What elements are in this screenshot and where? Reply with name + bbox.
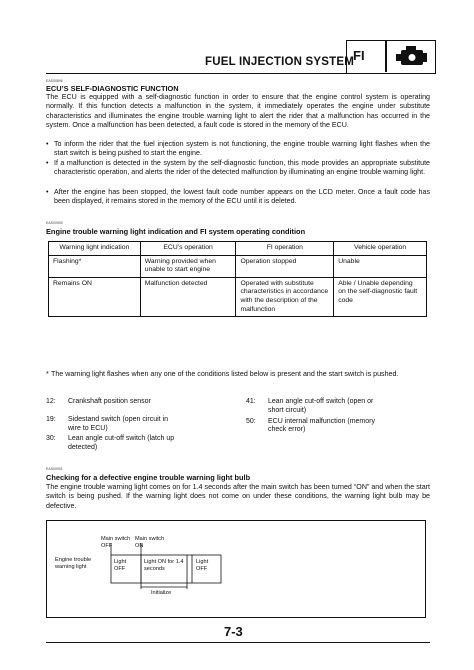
header-tab-label: FI [353, 48, 365, 63]
table-cell: Flashing* [49, 255, 141, 277]
footer-rule [46, 642, 430, 643]
list-item [46, 435, 216, 453]
fault-code-number: 19: [46, 415, 56, 423]
table-header-cell: ECU’s operation [140, 242, 236, 256]
table-header-cell: Warning light indication [49, 242, 141, 256]
bullet-item: • If a malfunction is detected in the system by the self-diagnostic function, this mode provides an appropriate substitute characteristic operation, and alerts the rider of the detected malfunction by illuminating an engine trouble warning light. [46, 159, 430, 177]
section-heading: Engine trouble warning light indication and FI system operating condition [46, 227, 306, 236]
warning-light-timing-diagram [46, 520, 426, 618]
header-tab-box [346, 40, 436, 74]
light-on-label: Light ON for 1.4 seconds [144, 559, 184, 572]
fault-code-number: 12: [46, 398, 56, 405]
fault-code-label: Lean angle cut-off switch (open or short circuit) [268, 398, 374, 414]
main-switch-off-label: Main switch OFF [101, 536, 131, 549]
page-header-title: FUEL INJECTION SYSTEM [205, 56, 355, 68]
fault-code-list-right [246, 398, 386, 437]
table-header-row [49, 242, 427, 256]
initialize-label: Initialize [151, 590, 172, 596]
fault-code-label: ECU internal malfunction (memory check error) [268, 417, 375, 434]
table-row [49, 255, 427, 277]
list-item [246, 398, 386, 416]
page-number: 7-3 [224, 624, 243, 639]
table-footnote: * The warning light flashes when any one of the conditions listed below is present and the start switch is pushed. [46, 370, 430, 379]
section-code: EAS00896 [46, 79, 63, 83]
list-item [46, 416, 216, 434]
section-intro: The ECU is equipped with a self-diagnostic function in order to ensure that the engine control system is operating normally. If this function detects a malfunction in the system, it immediately operates the engine under substitute characteristics and illuminates the engine trouble warning light to alert the rider that a malfunction has occurred in the system. Once a malfunction has been detected, a fault code is stored in the memory of the ECU. [46, 93, 430, 129]
section-heading: Checking for a defective engine trouble warning light bulb [46, 473, 251, 482]
fault-code-label: Sidestand switch (open circuit in wire to ECU) [68, 415, 168, 432]
light-off-label: Light OFF [114, 559, 127, 572]
light-off-label: Light OFF [196, 559, 209, 572]
header-tab-divider [385, 41, 387, 72]
table-row [49, 277, 427, 316]
fault-code-number: 50: [246, 417, 256, 425]
fault-code-label: Crankshaft position sensor [68, 398, 151, 405]
section-body: The engine trouble warning light comes on for 1.4 seconds after the main switch has been turned “ON” and when the start switch is being pushed. If the warning light does not come on under these conditions, the warning light bulb may be defective. [46, 483, 430, 510]
list-item [246, 418, 386, 436]
table-cell: Remains ON [49, 277, 141, 316]
engine-icon [393, 45, 431, 69]
main-switch-on-label: Main switch ON [135, 536, 165, 549]
table-cell: Operation stopped [236, 255, 334, 277]
section-code: EAS00901 [46, 467, 63, 471]
bullet-item: • To inform the rider that the fuel injection system is not functioning, the engine trouble warning light flashes when the start switch is being pushed to start the engine. [46, 140, 430, 158]
table-cell: Operated with substitute characteristics in accordance with the description of the malfunction [236, 277, 334, 316]
table-cell: Unable [334, 255, 427, 277]
fault-code-list-left [46, 398, 216, 455]
table-cell: Warning provided when unable to start engine [140, 255, 236, 277]
fault-code-number: 41: [246, 398, 256, 405]
header-rule [46, 73, 346, 74]
section-code: EAS00900 [46, 221, 63, 225]
table-header-cell: FI operation [236, 242, 334, 256]
table-cell: Malfunction detected [140, 277, 236, 316]
table-cell: Able / Unable depending on the self-diagnostic fault code [334, 277, 427, 316]
fault-code-label: Lean angle cut-off switch (latch up detected) [68, 435, 175, 452]
bullet-text: If a malfunction is detected in the system by the self-diagnostic function, this mode provides an appropriate substitute characteristic operation, and alerts the rider of the detected malfunction by illuminating an engine trouble warning light. [54, 159, 430, 177]
footnote-text: The warning light flashes when any one of the conditions listed below is present and the start switch is pushed. [51, 370, 399, 378]
fault-code-number: 30: [46, 435, 56, 443]
bullet-text: After the engine has been stopped, the lowest fault code number appears on the LCD meter. Once a fault code has been displayed, it remains stored in the memory of the ECU until it is deleted. [54, 188, 430, 206]
bullet-text: To inform the rider that the fuel injection system is not functioning, the engine trouble warning light flashes when the start switch is being pushed to start the engine. [54, 140, 430, 158]
warning-light-table [48, 241, 427, 317]
table-header-cell: Vehicle operation [334, 242, 427, 256]
section-heading: ECU’S SELF-DIAGNOSTIC FUNCTION [46, 84, 179, 93]
bullet-item: • After the engine has been stopped, the lowest fault code number appears on the LCD meter. Once a fault code has been displayed, it remains stored in the memory of the ECU until it is deleted. [46, 188, 430, 206]
list-item [46, 398, 216, 407]
warning-light-row-label: Engine trouble warning light [55, 557, 92, 570]
